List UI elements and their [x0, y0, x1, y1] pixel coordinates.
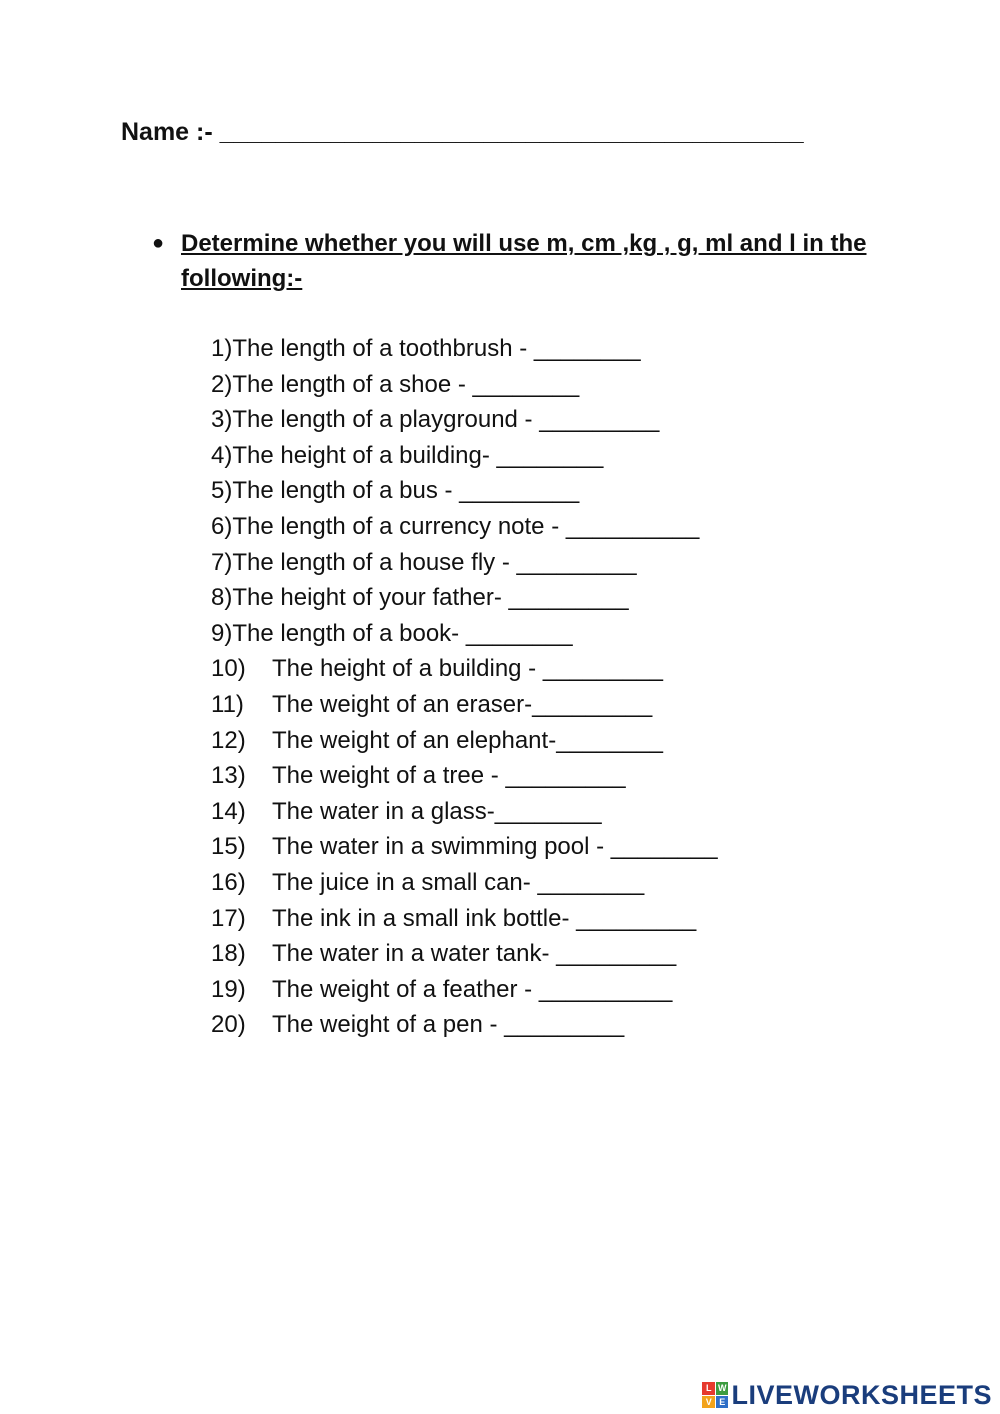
logo-tile: E — [716, 1396, 729, 1409]
question-item — [211, 865, 718, 901]
question-text: The height of a building - _________ — [272, 655, 663, 683]
question-item — [211, 331, 718, 367]
question-item — [211, 758, 718, 794]
question-number: 14) — [211, 797, 246, 825]
question-number: 18) — [211, 940, 246, 968]
question-number: 19) — [211, 975, 246, 1003]
question-text: The length of a shoe - ________ — [232, 370, 580, 398]
question-text: The height of a building- ________ — [232, 441, 604, 469]
liveworksheets-logo — [702, 1380, 992, 1410]
question-item — [211, 402, 718, 438]
question-text: The water in a glass-________ — [272, 797, 602, 825]
question-number: 15) — [211, 833, 246, 861]
question-item — [211, 580, 718, 616]
question-number: 2) — [211, 370, 233, 398]
bullet-icon: ● — [152, 232, 165, 254]
instruction-text: Determine whether you will use m, cm ,kg , g, ml and l in the following:- — [181, 230, 867, 292]
question-item — [211, 829, 718, 865]
question-item — [211, 794, 718, 830]
question-number: 16) — [211, 868, 246, 896]
question-item — [211, 651, 718, 687]
question-number: 5) — [211, 477, 233, 505]
question-text: The length of a bus - _________ — [232, 477, 580, 505]
question-text: The weight of a pen - _________ — [272, 1011, 625, 1039]
question-list — [211, 331, 718, 1043]
question-text: The weight of a tree - _________ — [272, 762, 626, 790]
logo-tile: W — [717, 1383, 727, 1393]
logo-icon — [702, 1382, 728, 1408]
question-text: The ink in a small ink bottle- _________ — [272, 904, 697, 932]
question-text: The length of a house fly - _________ — [232, 548, 637, 576]
question-text: The weight of a feather - __________ — [272, 975, 673, 1003]
question-text: The water in a swimming pool - ________ — [272, 833, 718, 861]
question-text: The weight of an eraser-_________ — [272, 690, 653, 718]
question-text: The water in a water tank- _________ — [272, 940, 677, 968]
question-item — [211, 545, 718, 581]
question-number: 8) — [211, 584, 233, 612]
question-item — [211, 473, 718, 509]
question-item — [211, 901, 718, 937]
question-text: The length of a book- ________ — [232, 619, 573, 647]
question-text: The weight of an elephant-________ — [272, 726, 663, 754]
question-number: 7) — [211, 548, 233, 576]
question-number: 17) — [211, 904, 246, 932]
question-number: 4) — [211, 441, 233, 469]
question-text: The juice in a small can- ________ — [272, 868, 645, 896]
question-number: 11) — [211, 690, 244, 718]
instruction — [152, 226, 882, 296]
question-number: 12) — [211, 726, 246, 754]
logo-tile: L — [702, 1382, 715, 1395]
question-item — [211, 1007, 718, 1043]
name-field: Name :- __________________________________________ — [121, 118, 804, 146]
question-text: The length of a currency note - __________ — [232, 512, 700, 540]
question-item — [211, 438, 718, 474]
question-number: 9) — [211, 619, 233, 647]
logo-text: LIVEWORKSHEETS — [731, 1379, 992, 1410]
question-item — [211, 936, 718, 972]
question-text: The length of a playground - _________ — [232, 406, 660, 434]
question-item — [211, 687, 718, 723]
question-number: 1) — [211, 335, 233, 362]
question-text: The height of your father- _________ — [232, 584, 629, 612]
question-text: The length of a toothbrush - ________ — [232, 335, 641, 362]
question-item — [211, 616, 718, 652]
question-number: 13) — [211, 762, 246, 790]
question-number: 3) — [211, 406, 233, 434]
question-item — [211, 509, 718, 545]
question-number: 20) — [211, 1011, 246, 1039]
logo-tile: V — [702, 1396, 715, 1409]
question-number: 10) — [211, 655, 246, 683]
question-item — [211, 972, 718, 1008]
question-number: 6) — [211, 512, 233, 540]
question-item — [211, 367, 718, 403]
question-item — [211, 723, 718, 759]
